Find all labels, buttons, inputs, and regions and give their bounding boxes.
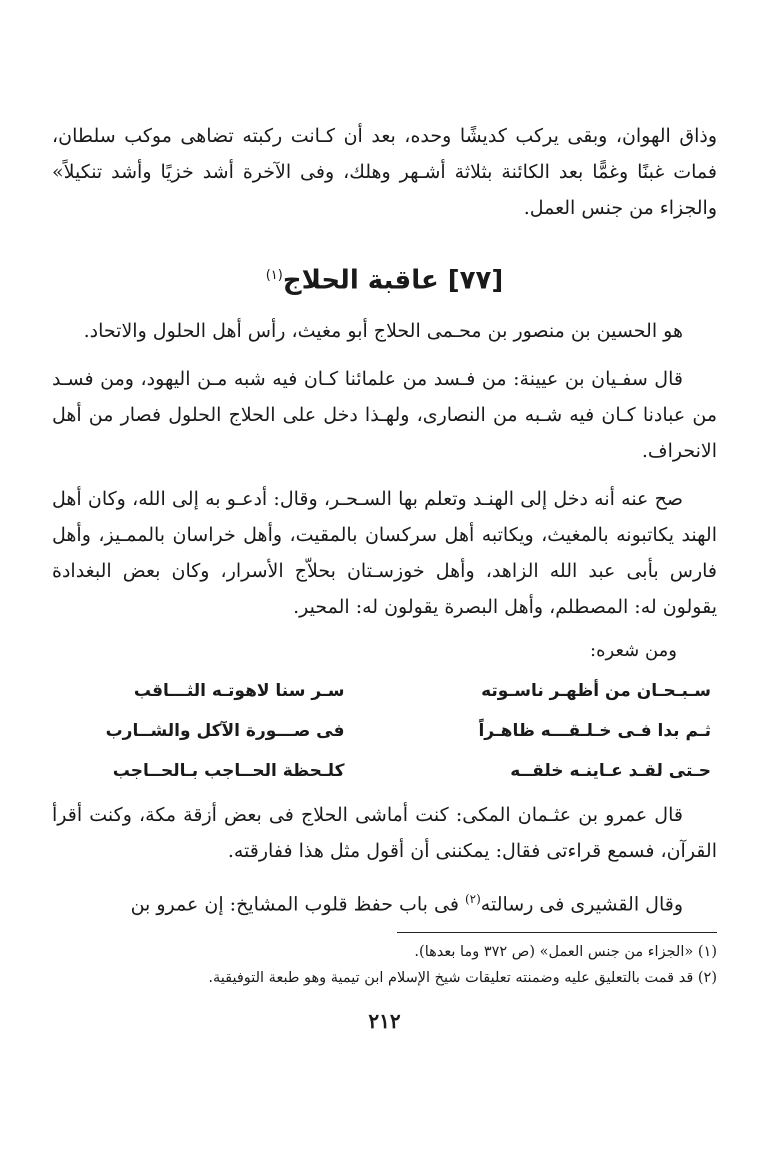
qushayri-footnote-mark: (٢) <box>464 891 481 906</box>
verse-first-hemistich: سـبـحـان من أظهـر ناسـوته <box>481 680 711 701</box>
poem-verse <box>52 671 717 711</box>
footnote-1: (١) «الجزاء من جنس العمل» (ص ٣٧٢ وما بعدها). <box>414 943 717 960</box>
verse-first-hemistich: ثـم بدا فـى خـلـقـــه ظاهـراً <box>478 720 711 741</box>
qushayri-text-end: فى باب حفظ قلوب المشايخ: إن عمرو بن <box>130 892 465 915</box>
verse-second-hemistich: سـر سنا لاهوتـه الثـــاقب <box>133 680 345 701</box>
poem-verses <box>52 671 717 791</box>
paragraph-amr: قال عمرو بن عثـمان المكى: كنت أماشى الحلاج فى بعض أزقة مكة، وكنت أقرأ القرآن، فسمع قراءتى فقال: يمكننى أن أقول مثل هذا ففارقته. <box>52 803 717 862</box>
paragraph-india: صح عنه أنه دخل إلى الهنـد وتعلم بها السـحـر، وقال: أدعـو به إلى الله، وكان أهل الهند يكاتبونه بالمغيث، ويكاتبه أهل سركسان بالمقيت، وأهل خراسان بالممـيز، وأهل فارس بأبى عبد الله الزاهد، وأهل خوزسـتان بحلاّج الأسرار، وكان بعض البغدادة يقولون له: المصطلم، وأهل البصرة يقولون له: المحير. <box>52 487 717 618</box>
paragraph-qushayri <box>52 881 717 922</box>
qushayri-text-start: وقال القشيرى فى رسالته <box>480 892 683 915</box>
paragraph-sufyan: قال سفـيان بن عيينة: من فـسد من علمائنا كـان فيه شبه مـن اليهود، ومن فسـد من عبادنا كـان فيه شـبه من النصارى، ولهـذا دخل على الحلاج الحلول فصار من أهل الانحراف. <box>52 367 717 462</box>
poem-verse <box>52 711 717 751</box>
verse-second-hemistich: فى صـــورة الآكل والشــارب <box>105 720 345 741</box>
section-title: [٧٧] عاقبة الحلاج <box>282 265 504 296</box>
paragraph-continuation: وذاق الهوان، وبقى يركب كديشًا وحده، بعد أن كـانت ركبته تضاهى موكب سلطان، فمات غبنًا وغمًّا بعد الكائنة بثلاثة أشـهر وهلك، وفى الآخرة أشد خزيًا وأشد تنكيلاً» والجزاء من جنس العمل. <box>52 125 717 219</box>
verse-first-hemistich: حـتى لقـد عـاينـه خلقــه <box>510 760 711 781</box>
verse-second-hemistich: كلـحظة الحــاجب بـالحــاجب <box>112 760 345 781</box>
poem-intro: ومن شعره: <box>590 639 677 661</box>
paragraph-intro: هو الحسين بن منصور بن محـمى الحلاج أبو مغيث، رأس أهل الحلول والاتحاد. <box>83 319 683 342</box>
page-number: ٢١٢ <box>368 1008 401 1033</box>
heading-footnote-mark: (١) <box>265 268 283 283</box>
poem-verse <box>52 751 717 791</box>
footnote-2: (٢) قد قمت بالتعليق عليه وضمنته تعليقات شيخ الإسلام ابن تيمية وهو طبعة التوفيقية. <box>208 969 717 986</box>
book-page <box>52 118 717 1033</box>
section-heading <box>52 256 717 301</box>
footnote-divider <box>397 932 717 933</box>
